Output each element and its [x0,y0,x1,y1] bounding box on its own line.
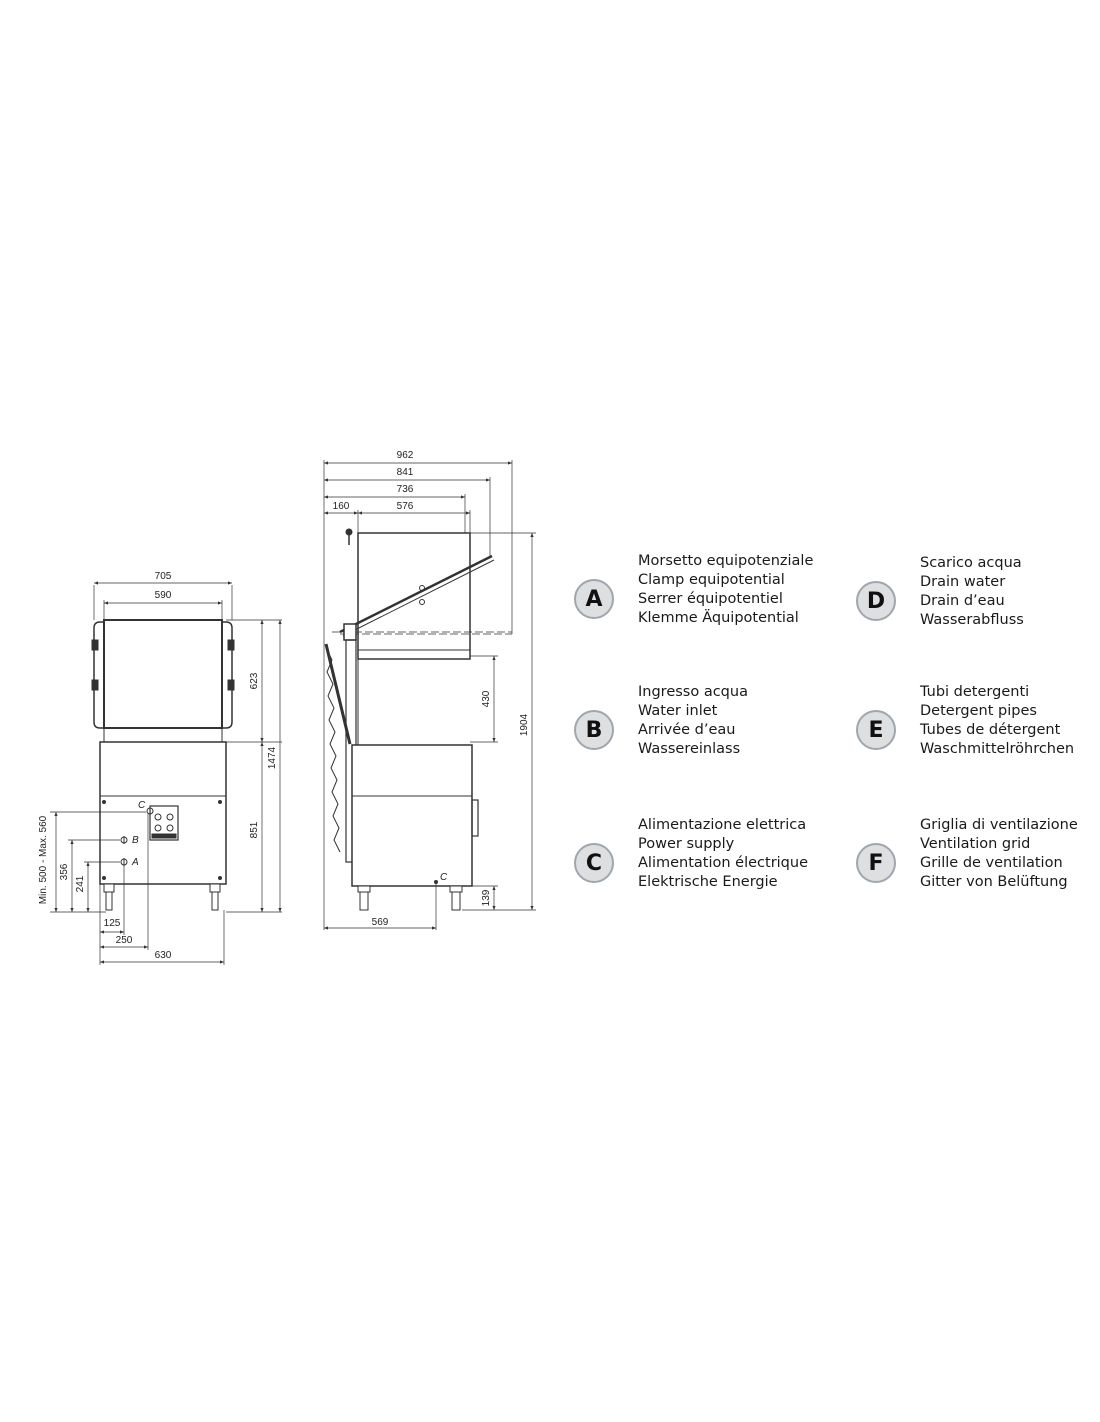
front-dim-250: 250 [115,935,133,946]
legend-line: Elektrische Energie [638,874,778,890]
legend-badge-d: D [856,581,896,621]
legend-text-a [638,552,813,628]
legend-line: Alimentation électrique [638,855,808,871]
legend-item-c [574,816,808,892]
legend-item-d [856,554,1024,630]
legend-text-c [638,816,808,892]
side-dim-160: 160 [332,501,350,512]
legend-line: Griglia di ventilazione [920,817,1078,833]
front-dim-125: 125 [103,918,121,929]
side-dim-430: 430 [481,690,492,708]
legend-line: Waschmittelröhrchen [920,741,1075,757]
side-dim-962: 962 [396,450,414,461]
side-dim-576: 576 [396,501,414,512]
legend-item-f [856,816,1078,892]
legend-badge-b: B [574,710,614,750]
legend-line: Water inlet [638,703,718,719]
front-handle-left [94,622,104,728]
legend-text-e [920,683,1074,759]
side-dim-1904: 1904 [519,713,530,737]
front-dim-705: 705 [154,571,172,582]
legend-line: Wasserabfluss [920,612,1024,628]
front-dim-1474: 1474 [267,746,278,770]
side-marker-c: C [440,872,448,883]
legend-text-d [920,554,1024,630]
side-dim-569: 569 [371,917,389,928]
front-dim-630: 630 [154,950,172,961]
legend-text-f [920,816,1078,892]
legend-line: Klemme Äquipotential [638,610,799,626]
legend-line: Wassereinlass [638,741,741,757]
front-dim-590: 590 [154,590,172,601]
legend-line: Scarico acqua [920,555,1022,571]
legend-badge-a: A [574,579,614,619]
side-body [352,745,472,886]
front-dim-241: 241 [75,875,86,893]
side-view [324,460,536,930]
front-marker-a: A [132,857,139,868]
front-dim-356: 356 [59,863,70,881]
legend-line: Arrivée d’eau [638,722,736,738]
legend-badge-c: C [574,843,614,883]
front-hood [104,620,222,728]
side-dim-139: 139 [481,889,492,907]
legend-line: Alimentazione elettrica [638,817,807,833]
front-dim-623: 623 [249,672,260,690]
legend-line: Grille de ventilation [920,855,1063,871]
front-view [50,583,282,965]
legend-item-b [574,683,748,759]
legend-line: Morsetto equipotenziale [638,553,814,569]
legend-line: Tubi detergenti [920,684,1030,700]
legend-line: Ventilation grid [920,836,1031,852]
legend-line: Drain d’eau [920,593,1005,609]
legend-line: Power supply [638,836,735,852]
legend-badge-e: E [856,710,896,750]
legend-item-a [574,552,813,628]
front-marker-c: C [138,800,146,811]
front-dim-install-range: Min. 500 - Max. 560 [38,815,49,905]
legend-line: Drain water [920,574,1006,590]
side-dim-841: 841 [396,467,414,478]
side-dim-736: 736 [396,484,414,495]
front-handle-right [222,622,232,728]
front-marker-b: B [132,835,139,846]
legend-line: Tubes de détergent [920,722,1061,738]
legend-line: Clamp equipotential [638,572,785,588]
legend-badge-f: F [856,843,896,883]
legend-line: Ingresso acqua [638,684,748,700]
legend-line: Gitter von Belüftung [920,874,1068,890]
legend-item-e [856,683,1074,759]
front-dim-851: 851 [249,821,260,839]
legend-text-b [638,683,748,759]
legend-line: Serrer équipotentiel [638,591,783,607]
front-body [100,742,226,884]
legend-line: Detergent pipes [920,703,1037,719]
